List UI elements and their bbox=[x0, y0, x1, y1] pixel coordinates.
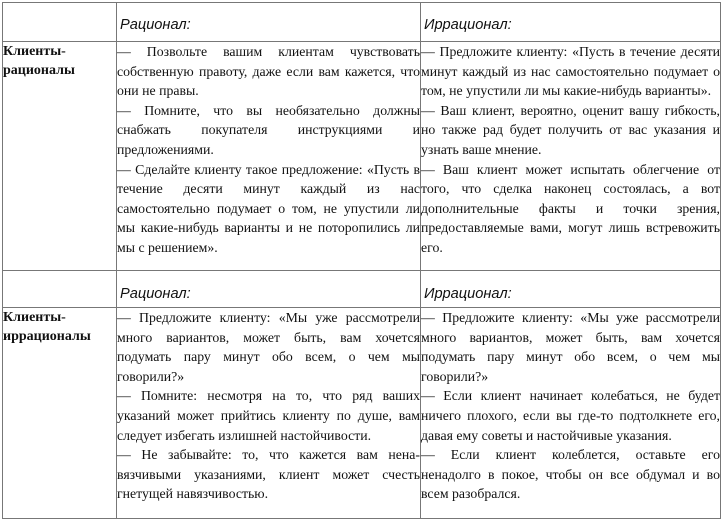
row-label-irrational-clients-line2: иррационалы bbox=[3, 329, 91, 344]
block1-irrational-paragraph: — Предложите клиенту: «Пусть в течение десяти минут каждый из нас самостоятельно подумает о том, не упустили ли мы какие-нибудь варианты». bbox=[421, 44, 720, 99]
block2-rational-paragraph: — Помните: несмотря на то, что ряд ваших указаний может прийтись клиенту по душе, вам следует избегать излишней настойчивости. bbox=[117, 388, 420, 443]
block2-irrational-cell bbox=[421, 308, 721, 519]
block2-corner-cell bbox=[3, 271, 117, 308]
block1-header-row bbox=[3, 3, 721, 42]
block2-rational-paragraph: — Не забывайте: то, что кажется вам ненавязчивыми указаниями, клиент может счесть гнетущей навязчивостью. bbox=[117, 447, 420, 502]
row-label-irrational-clients-line1: Клиенты- bbox=[3, 310, 66, 325]
block1-irrational-header: Иррационал: bbox=[424, 17, 512, 33]
block1-rational-header-cell bbox=[117, 3, 421, 42]
block1-rational-header: Рационал: bbox=[120, 17, 191, 33]
block1-rational-cell bbox=[117, 42, 421, 271]
block1-irrational-paragraph: — Ваш клиент, вероятно, оценит вашу гибкость, но также рад будет получить от вас указания и узнать ваше мнение. bbox=[421, 102, 720, 157]
block1-rational-paragraph: — Помните, что вы необязательно должны снабжать покупателя инструкциями и предложениями. bbox=[117, 102, 420, 157]
row-label-rational-clients-line1: Клиенты- bbox=[3, 44, 66, 59]
block2-body-row bbox=[3, 308, 721, 519]
block1-irrational-paragraph: — Ваш клиент может испытать облегчение от того, что сделка наконец состоялась, а вот дополнительные факты и точки зрения, предоставляемые вами, могут лишь встревожить его. bbox=[421, 161, 720, 255]
block1-corner-cell bbox=[3, 3, 117, 42]
block2-rational-cell bbox=[117, 308, 421, 519]
row-label-irrational-clients bbox=[3, 308, 117, 519]
block2-irrational-header-cell bbox=[421, 271, 721, 308]
block2-irrational-paragraph: — Предложите клиенту: «Мы уже рассмотрели много вариантов, может быть, вам хочется подумать пару минут обо всем, о чем мы говорили?» bbox=[421, 310, 720, 384]
block1-rational-paragraph: — Сделайте клиенту такое предложение: «Пусть в течение десяти минут каждый из нас самостоятельно подумает о том, не упустили ли мы какие-нибудь варианты и не поторопились ли мы с решением». bbox=[117, 161, 420, 255]
row-label-rational-clients bbox=[3, 42, 117, 271]
block1-body-row bbox=[3, 42, 721, 271]
block2-rational-header: Рационал: bbox=[120, 286, 191, 302]
block2-rational-header-cell bbox=[117, 271, 421, 308]
block2-irrational-header: Иррационал: bbox=[424, 286, 512, 302]
block1-irrational-header-cell bbox=[421, 3, 721, 42]
block2-header-row bbox=[3, 271, 721, 308]
row-label-rational-clients-line2: рационалы bbox=[3, 63, 75, 78]
block2-rational-paragraph: — Предложите клиенту: «Мы уже рассмотрели много вариантов, может быть, вам хочется подумать пару минут обо всем, о чем мы говорили?» bbox=[117, 310, 420, 384]
block2-irrational-paragraph: — Если клиент начинает колебаться, не будет ничего плохого, если вы где-то подтолкнете его, давая ему советы и настойчивые указания. bbox=[421, 388, 720, 443]
block1-rational-paragraph: — Позвольте вашим клиентам чувствовать собственную правоту, даже если вам кажется, что они не правы. bbox=[117, 44, 420, 99]
comparison-table bbox=[2, 2, 721, 519]
block2-irrational-paragraph: — Если клиент колеблется, оставьте его ненадолго в покое, чтобы он все обдумал и во всем разобрался. bbox=[421, 447, 720, 502]
block1-irrational-cell bbox=[421, 42, 721, 271]
